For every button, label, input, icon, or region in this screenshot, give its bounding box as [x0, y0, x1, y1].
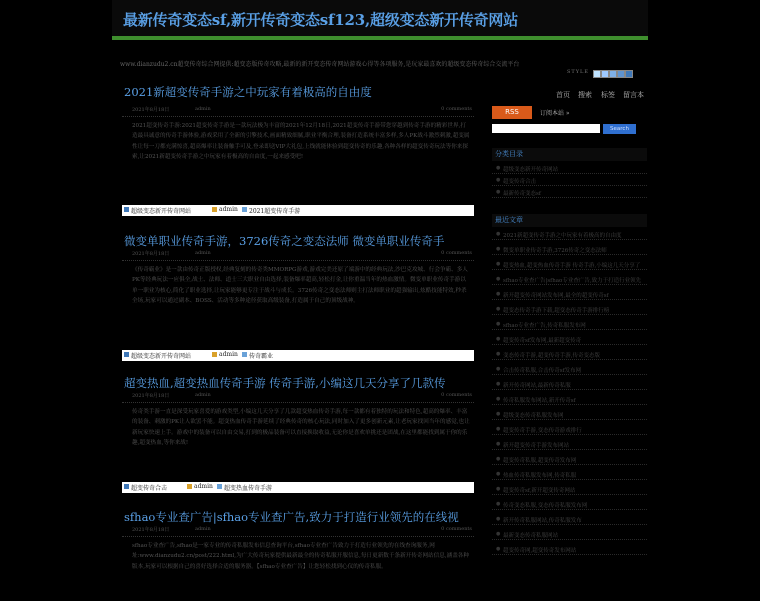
post-title[interactable]: 微变单职业传奇手游，3726传奇之变态法师 微变单职业传奇手	[124, 234, 445, 248]
bullet-icon: ●	[496, 276, 501, 282]
recent-post-item[interactable]	[492, 469, 647, 480]
recent-post-item[interactable]	[492, 334, 647, 345]
bullet-icon: ●	[496, 177, 501, 183]
recent-post-item[interactable]	[492, 229, 647, 240]
recent-post-label: 超变传奇手游,变态传奇游戏排行	[503, 428, 582, 434]
nav-home[interactable]: 首页	[556, 91, 570, 99]
category-label: 最新传奇变态sf	[503, 191, 541, 197]
recent-post-item[interactable]	[492, 484, 647, 495]
recent-post-label: 传奇私服发布网站,新开传奇sf	[503, 398, 576, 404]
style-label: STYLE	[567, 69, 590, 75]
post-meta	[122, 390, 474, 403]
recent-post-label: 超变传奇网,超变传奇发布网站	[503, 548, 577, 554]
recent-post-item[interactable]	[492, 409, 647, 420]
recent-post-label: 传奇变态私服,变态传奇私服发布网	[503, 503, 588, 509]
site-title[interactable]: 最新传奇变态sf,新开传奇变态sf123,超级变态新开传奇网站	[123, 11, 519, 29]
post-comments-link[interactable]: 0 comments	[441, 526, 472, 532]
category-icon	[124, 207, 129, 212]
post-excerpt: sfhao专业查广告,sfhao是一家专业的传奇私服发布信息查询平台,sfhao专业查广告致力于打造行业领先的在线查询服务,网址:www.dianzudu2.cn/post/222.html,为广大传奇玩家提供最新最全的传奇私服开服信息,每日更新数千条新开传奇网站信息,涵盖各种版本,玩家可以根据自己的喜好选择合适的服务器。【sfhao专业查广告】让您轻松找到心仪的传奇私服。	[132, 543, 469, 570]
post-excerpt: 《传奇霸业》是一款由传奇正版授权,经典复刻的传奇类MMORPG游戏,游戏完美还原了端游中的经典玩法,沙巴克攻城、行会争霸、多人PK等经典玩法一应俱全,战士、法师、道士三大职业自由选择,装备爆率超高,轻松打金,让你重温当年的热血激情。微变单职业传奇手游以单一职业为核心,简化了职业选择,让玩家能够更专注于战斗与成长。3726传奇之变态法师则主打法师职业的超强输出,炫酷技能特效,秒杀全场,玩家可以通过副本、BOSS、活动等多种途径获取高级装备,打造属于自己的顶级战神。	[132, 267, 468, 305]
recent-post-label: 合击传奇私服,合击传奇sf发布网	[503, 368, 582, 374]
recent-post-item[interactable]	[492, 259, 647, 270]
recent-post-item[interactable]	[492, 364, 647, 375]
post-date: 2021年8月18日	[132, 251, 170, 257]
bullet-icon: ●	[496, 306, 501, 312]
post-comments-link[interactable]: 0 comments	[441, 250, 472, 256]
recent-post-item[interactable]	[492, 244, 647, 255]
post-tags-bar	[122, 205, 474, 216]
style-swatch-2[interactable]	[601, 70, 609, 78]
bullet-icon: ●	[496, 381, 501, 387]
post-meta	[122, 248, 474, 261]
style-swatch-4[interactable]	[617, 70, 625, 78]
bullet-icon: ●	[496, 516, 501, 522]
recent-post-label: 超变传奇sf发布网,最新超变传奇	[503, 338, 582, 344]
header-divider	[112, 36, 648, 40]
post-title[interactable]: sfhao专业查广告|sfhao专业查广告,致力于打造行业领先的在线视	[124, 510, 459, 524]
bullet-icon: ●	[496, 351, 501, 357]
bullet-icon: ●	[496, 441, 501, 447]
author-pencil-icon	[212, 207, 217, 212]
bullet-icon: ●	[496, 321, 501, 327]
recent-post-label: 超变态传奇手游下载,超变态传奇手游排行榜	[503, 308, 610, 314]
bullet-icon: ●	[496, 501, 501, 507]
post-category-link[interactable]: 超级变态新开传奇网站	[131, 208, 192, 215]
recent-post-label: 新开超变传奇网站发布网,最全的超变传奇sf	[503, 293, 609, 299]
author-pencil-icon	[212, 352, 217, 357]
post-date: 2021年8月18日	[132, 527, 170, 533]
recent-post-label: sfhao专业查广告,传奇私服发布网	[503, 323, 586, 329]
recent-post-item[interactable]	[492, 514, 647, 525]
post-author-tag[interactable]: admin	[219, 206, 238, 213]
search-input[interactable]	[492, 124, 600, 133]
site-header	[112, 0, 648, 36]
bullet-icon: ●	[496, 396, 501, 402]
recent-post-item[interactable]	[492, 499, 647, 510]
bullet-icon: ●	[496, 546, 501, 552]
recent-post-item[interactable]	[492, 439, 647, 450]
post-tag-link[interactable]: 超变热血传奇手游	[224, 485, 273, 492]
post-author[interactable]: admin	[195, 392, 211, 398]
recent-post-item[interactable]	[492, 304, 647, 315]
bullet-icon: ●	[496, 336, 501, 342]
recent-post-item[interactable]	[492, 319, 647, 330]
post-excerpt: 传奇类手游一直是深受玩家喜爱的游戏类型,小编这几天分享了几款超变热血传奇手游,每一款都有着独特的玩法和特色,超高的爆率、丰富的装备、刺激的PK让人欲罢不能。超变热血传奇手游延续了经典传奇的核心玩法,同时加入了更多创新元素,让老玩家找回当年的感觉,也让新玩家快速上手。游戏中的装备可以自由交易,打到的极品装备可以直接换取收益,无论你是喜欢单挑还是团战,在这里都能找到属于你的乐趣,超变热血,等你来战!	[132, 409, 470, 447]
post-category-link[interactable]: 超级变态新开传奇网站	[131, 353, 192, 360]
recent-posts-title: 最近文章	[495, 216, 523, 224]
post-comments-link[interactable]: 0 comments	[441, 106, 472, 112]
recent-post-label: 超变传奇私服,超变传奇发布网	[503, 458, 577, 464]
post-author-tag[interactable]: admin	[194, 483, 213, 490]
post-title[interactable]: 2021新超变传奇手游之中玩家有着极高的自由度	[124, 85, 372, 99]
category-label: 超变传奇合击	[503, 179, 537, 185]
recent-post-item[interactable]	[492, 424, 647, 435]
categories-title: 分类目录	[495, 150, 523, 158]
post-category-link[interactable]: 超变传奇合击	[131, 485, 168, 492]
tag-icon	[217, 484, 222, 489]
post-author[interactable]: admin	[195, 250, 211, 256]
post-author[interactable]: admin	[195, 106, 211, 112]
recent-posts-heading	[492, 214, 647, 227]
recent-post-item[interactable]	[492, 289, 647, 300]
search-button[interactable]: Search	[603, 124, 636, 134]
nav-tags[interactable]: 标签	[601, 91, 615, 99]
post-author[interactable]: admin	[195, 526, 211, 532]
recent-post-label: 新开传奇私服网站,传奇私服发布	[503, 518, 582, 524]
recent-post-item[interactable]	[492, 349, 647, 360]
recent-post-label: 新开超变传奇手游发布网站	[503, 443, 570, 449]
bullet-icon: ●	[496, 531, 501, 537]
recent-post-item[interactable]	[492, 379, 647, 390]
post-author-tag[interactable]: admin	[219, 351, 238, 358]
bullet-icon: ●	[496, 189, 501, 195]
style-swatch-1[interactable]	[593, 70, 601, 78]
recent-post-label: 超级变态传奇私服发布网	[503, 413, 564, 419]
style-swatch-5[interactable]	[625, 70, 633, 78]
bullet-icon: ●	[496, 291, 501, 297]
page-wrapper	[112, 0, 648, 600]
bullet-icon: ●	[496, 456, 501, 462]
recent-post-label: 变态传奇手游,超变传奇手游,传奇变态版	[503, 353, 600, 359]
post-comments-link[interactable]: 0 comments	[441, 392, 472, 398]
bullet-icon: ●	[496, 411, 501, 417]
post-tags-bar	[122, 482, 474, 493]
post-tags-bar	[122, 350, 474, 361]
recent-post-label: 最新变态传奇私服网站	[503, 533, 559, 539]
post-date: 2021年8月18日	[132, 393, 170, 399]
tag-icon	[242, 207, 247, 212]
recent-post-item[interactable]	[492, 454, 647, 465]
category-item[interactable]	[492, 187, 647, 198]
recent-post-label: 微变单职业传奇手游,3726传奇之变态法师	[503, 248, 607, 254]
recent-post-label: 2021新超变传奇手游之中玩家有着极高的自由度	[503, 233, 622, 239]
bullet-icon: ●	[496, 366, 501, 372]
post-meta	[122, 104, 474, 117]
post-meta	[122, 524, 474, 537]
post-tag-link[interactable]: 传奇霸业	[249, 353, 274, 360]
nav-search[interactable]: 搜索	[578, 91, 592, 99]
recent-post-label: 热血传奇私服发布网,传奇私服	[503, 473, 577, 479]
category-item[interactable]	[492, 175, 647, 186]
bullet-icon: ●	[496, 261, 501, 267]
bullet-icon: ●	[496, 426, 501, 432]
category-item[interactable]	[492, 163, 647, 174]
post-title[interactable]: 超变热血,超变热血传奇手游 传奇手游,小编这几天分享了几款传	[124, 376, 446, 390]
tag-icon	[242, 352, 247, 357]
recent-post-label: sfhao专业查广告|sfhao专业查广告,致力于打造行业领先	[503, 278, 642, 284]
category-icon	[124, 484, 129, 489]
recent-post-label: 新开传奇网站,最新传奇私服	[503, 383, 571, 389]
post-tag-link[interactable]: 2021超变传奇手游	[249, 208, 301, 215]
category-label: 超级变态新开传奇网站	[503, 167, 559, 173]
site-description: www.dianzudu2.cn超变传奇综合网提供:超变态版传奇攻略,最新的新开变态传奇网站游戏心得等各项服务,是玩家最喜欢的超级变态传奇综合交流平台	[120, 61, 520, 68]
recent-post-item[interactable]	[492, 394, 647, 405]
recent-post-label: 超变传奇sf,新开超变传奇网站	[503, 488, 576, 494]
post-date: 2021年8月18日	[132, 107, 170, 113]
recent-post-item[interactable]	[492, 529, 647, 540]
rss-button[interactable]: RSS	[492, 106, 532, 119]
bullet-icon: ●	[496, 246, 501, 252]
bullet-icon: ●	[496, 165, 501, 171]
bullet-icon: ●	[496, 486, 501, 492]
categories-heading	[492, 148, 647, 161]
category-icon	[124, 352, 129, 357]
bullet-icon: ●	[496, 231, 501, 237]
recent-post-item[interactable]	[492, 274, 647, 285]
rss-subscribe-text[interactable]: 订阅本站 »	[540, 110, 570, 117]
bullet-icon: ●	[496, 471, 501, 477]
style-swatch-3[interactable]	[609, 70, 617, 78]
recent-post-item[interactable]	[492, 544, 647, 555]
nav-guestbook[interactable]: 留言本	[623, 91, 644, 99]
author-pencil-icon	[187, 484, 192, 489]
post-excerpt: 2021超变传奇手游:2021超变传奇手游是一款玩法极为丰富的2021年12月18日,2021超变传奇手游带您穿越到传奇手游的精彩世界,打造最具诚意的传奇手游体验,游戏采用了全新的引擎技术,画面精致细腻,职业平衡合理,装备打造系统丰富多样,多人PK战斗激烈刺激,超变属性让每一刀都充满惊喜,超高爆率让装备触手可及,登录即送VIP大礼包,上线就能体验到超变传奇的乐趣,各种各样的超变传奇玩法等你来探索,让2021新超变传奇手游之中玩家有着极高的自由度,一起来感受吧!	[132, 123, 470, 161]
recent-post-label: 超变热血,超变热血传奇手游 传奇手游,小编这几天分享了	[503, 263, 641, 269]
